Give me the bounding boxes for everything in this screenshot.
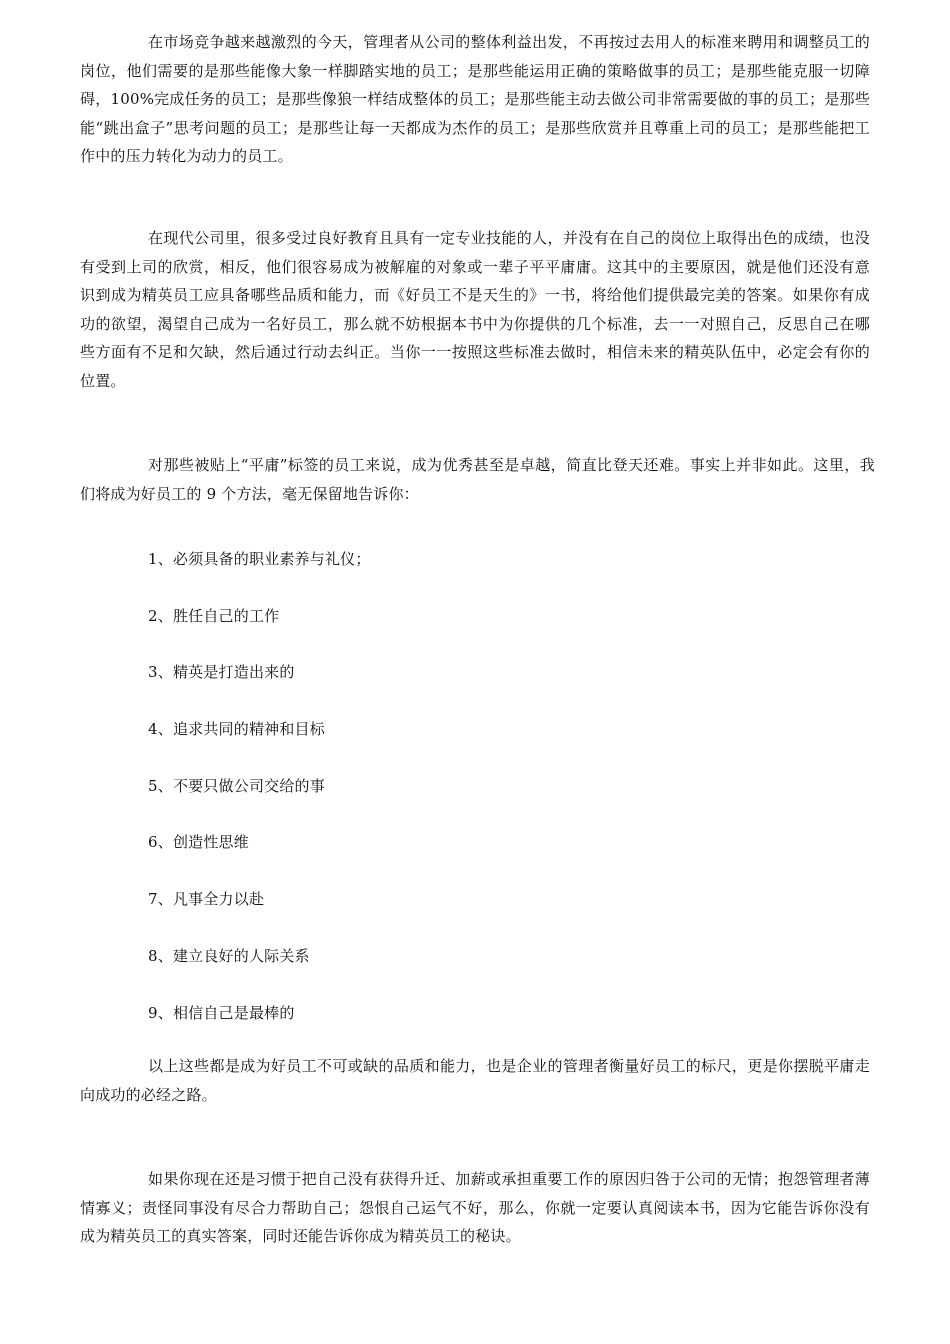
paragraph-nine-methods-intro: 对那些被贴上“平庸”标签的员工来说，成为优秀甚至是卓越，简直比登天还难。事实上并非如此。这里，我们将成为好员工的 9 个方法，毫无保留地告诉你：	[80, 456, 875, 503]
paragraph-summary: 以上这些都是成为好员工不可或缺的品质和能力，也是企业的管理者衡量好员工的标尺，更是你摆脱平庸走向成功的必经之路。	[80, 1057, 870, 1104]
list-item: 3、精英是打造出来的	[148, 663, 295, 682]
list-item: 8、建立良好的人际关系	[148, 946, 310, 965]
methods-list	[148, 545, 371, 1055]
list-item: 2、胜任自己的工作	[148, 606, 280, 625]
paragraph-intro: 在市场竞争越来越激烈的今天，管理者从公司的整体利益出发，不再按过去用人的标准来聘用和调整员工的岗位，他们需要的是那些能像大象一样脚踏实地的员工；是那些能运用正确的策略做事的员工；是那些能克服一切障碍，100%完成任务的员工；是那些像狼一样结成整体的员工；是那些能主动去做公司非常需要做的事的员工；是那些能“跳出盒子”思考问题的员工；是那些让每一天都成为杰作的员工；是那些欣赏并且尊重上司的员工；是那些能把工作中的压力转化为动力的员工。	[80, 33, 870, 166]
list-item: 4、追求共同的精神和目标	[148, 720, 325, 739]
list-item: 5、不要只做公司交给的事	[148, 776, 325, 795]
list-item: 9、相信自己是最棒的	[148, 1003, 295, 1022]
paragraph-modern-company: 在现代公司里，很多受过良好教育且具有一定专业技能的人，并没有在自己的岗位上取得出色的成绩，也没有受到上司的欣赏，相反，他们很容易成为被解雇的对象或一辈子平平庸庸。这其中的主要原因，就是他们还没有意识到成为精英员工应具备哪些品质和能力，而《好员工不是天生的》一书，将给他们提供最完美的答案。如果你有成功的欲望，渴望自己成为一名好员工，那么就不妨根据本书中为你提供的几个标准，去一一对照自己，反思自己在哪些方面有不足和欠缺，然后通过行动去纠正。当你一一按照这些标准去做时，相信未来的精英队伍中，必定会有你的位置。	[80, 229, 870, 390]
list-item: 6、创造性思维	[148, 833, 249, 852]
list-item: 1、必须具备的职业素养与礼仪；	[148, 550, 371, 568]
paragraph-conclusion: 如果你现在还是习惯于把自己没有获得升迁、加薪或承担重要工作的原因归咎于公司的无情；抱怨管理者薄情寡义；责怪同事没有尽合力帮助自己；怨恨自己运气不好，那么，你就一定要认真阅读本书，因为它能告诉你没有成为精英员工的真实答案，同时还能告诉你成为精英员工的秘诀。	[80, 1170, 870, 1246]
list-item: 7、凡事全力以赴	[148, 890, 265, 909]
